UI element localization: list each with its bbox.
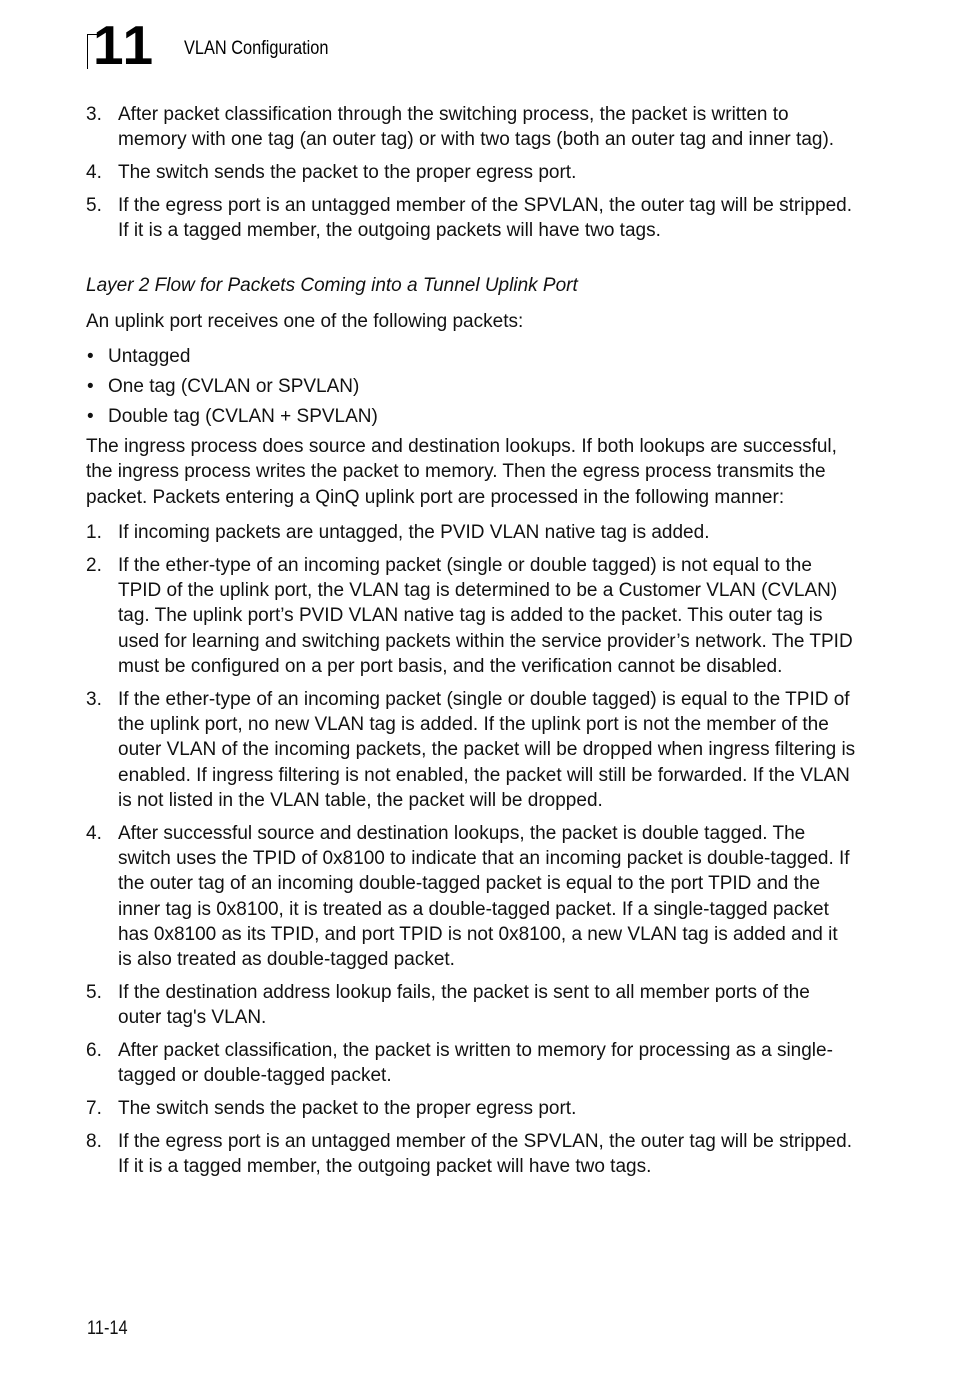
list-item-number: 7. bbox=[86, 1098, 102, 1120]
bullet-mark: • bbox=[87, 346, 94, 368]
list-item-number: 2. bbox=[86, 554, 102, 576]
page-content bbox=[86, 102, 856, 1187]
section-subheading: Layer 2 Flow for Packets Coming into a Tunnel Uplink Port bbox=[86, 275, 578, 297]
list-item-text: The switch sends the packet to the proper egress port. bbox=[118, 162, 577, 184]
list-item-number: 3. bbox=[86, 104, 102, 125]
bullet-item bbox=[86, 404, 856, 429]
list-item-text: If the destination address lookup fails, the packet is sent to all member ports of the outer tag's VLAN. bbox=[118, 981, 810, 1029]
bullet-text: One tag (CVLAN or SPVLAN) bbox=[108, 376, 360, 398]
numbered-list bbox=[86, 520, 856, 1180]
list-item bbox=[86, 1038, 856, 1089]
bullet-text: Double tag (CVLAN + SPVLAN) bbox=[108, 406, 378, 428]
list-item-text: After successful source and destination lookups, the packet is double tagged. The switch uses the TPID of 0x8100 to indicate that an incoming packet is double-tagged. If the outer tag of an incoming double-tagged packet is equal to the port TPID and the inner tag is 0x8100, it is treated as a double-tagged packet. If a single-tagged packet has 0x8100 as its TPID, and port TPID is not 0x8100, a new VLAN tag is added and it is also treated as double-tagged packet. bbox=[118, 822, 850, 971]
list-item bbox=[86, 160, 856, 185]
list-item-text: After packet classification through the switching process, the packet is written to memory with one tag (an outer tag) or with two tags (both an outer tag and inner tag). bbox=[118, 104, 835, 151]
list-item bbox=[86, 553, 856, 679]
list-item-text: If incoming packets are untagged, the PVID VLAN native tag is added. bbox=[118, 521, 710, 543]
list-item-text: If the egress port is an untagged member of the SPVLAN, the outer tag will be stripped. If it is a tagged member, the outgoing packet will have two tags. bbox=[118, 1130, 853, 1178]
list-item-number: 5. bbox=[86, 981, 102, 1003]
list-item-number: 5. bbox=[86, 194, 102, 216]
intro-paragraph: An uplink port receives one of the following packets: bbox=[86, 310, 524, 332]
list-item bbox=[86, 980, 856, 1031]
list-item-number: 6. bbox=[86, 1040, 102, 1062]
bullet-mark: • bbox=[87, 406, 94, 428]
bullet-text: Untagged bbox=[108, 346, 191, 368]
bullet-list bbox=[86, 344, 856, 429]
list-item-number: 4. bbox=[86, 162, 102, 184]
list-item bbox=[86, 1096, 856, 1121]
chapter-title: VLAN Configuration bbox=[184, 38, 329, 59]
list-item-number: 3. bbox=[86, 688, 102, 710]
list-item-text: The switch sends the packet to the proper egress port. bbox=[118, 1098, 577, 1120]
list-item-text: If the ether-type of an incoming packet (single or double tagged) is equal to the TPID of the uplink port, no new VLAN tag is added. If the uplink port is not the member of the outer VLAN of the incoming packets, the packet will be dropped when ingress filtering is enabled. If ingress filtering is not enabled, the packet will still be forwarded. If the VLAN is not listed in the VLAN table, the packet will be dropped. bbox=[118, 688, 856, 811]
list-item-number: 4. bbox=[86, 822, 102, 844]
list-item-text: After packet classification, the packet is written to memory for processing as a single-tagged or double-tagged packet. bbox=[118, 1040, 833, 1087]
numbered-list-continued bbox=[86, 102, 856, 243]
page-number: 11-14 bbox=[87, 1318, 128, 1339]
bullet-item bbox=[86, 374, 856, 399]
bullet-mark: • bbox=[87, 376, 94, 398]
list-item bbox=[86, 821, 856, 973]
list-item bbox=[86, 1129, 856, 1180]
list-item-text: If the ether-type of an incoming packet (single or double tagged) is not equal to the TPID of the uplink port, the VLAN tag is determined to be a Customer VLAN (CVLAN) tag. The uplink port’s PVID VLAN native tag is added to the packet. This outer tag is used for learning and switching packets within the service provider’s network. The TPID must be configured on a per port basis, and the verification cannot be disabled. bbox=[118, 554, 853, 677]
bullet-item bbox=[86, 344, 856, 369]
list-item bbox=[86, 102, 856, 153]
body-paragraph: The ingress process does source and destination lookups. If both lookups are successful, the ingress process writes the packet to memory. Then the egress process transmits the packet. Packets entering a QinQ uplink port are processed in the following manner: bbox=[86, 436, 837, 508]
list-item bbox=[86, 520, 856, 545]
list-item-number: 8. bbox=[86, 1130, 102, 1152]
chapter-number: 11 bbox=[93, 14, 156, 76]
list-item-number: 1. bbox=[86, 521, 102, 543]
list-item bbox=[86, 193, 856, 244]
list-item bbox=[86, 687, 856, 813]
list-item-text: If the egress port is an untagged member of the SPVLAN, the outer tag will be stripped. If it is a tagged member, the outgoing packets will have two tags. bbox=[118, 194, 853, 242]
